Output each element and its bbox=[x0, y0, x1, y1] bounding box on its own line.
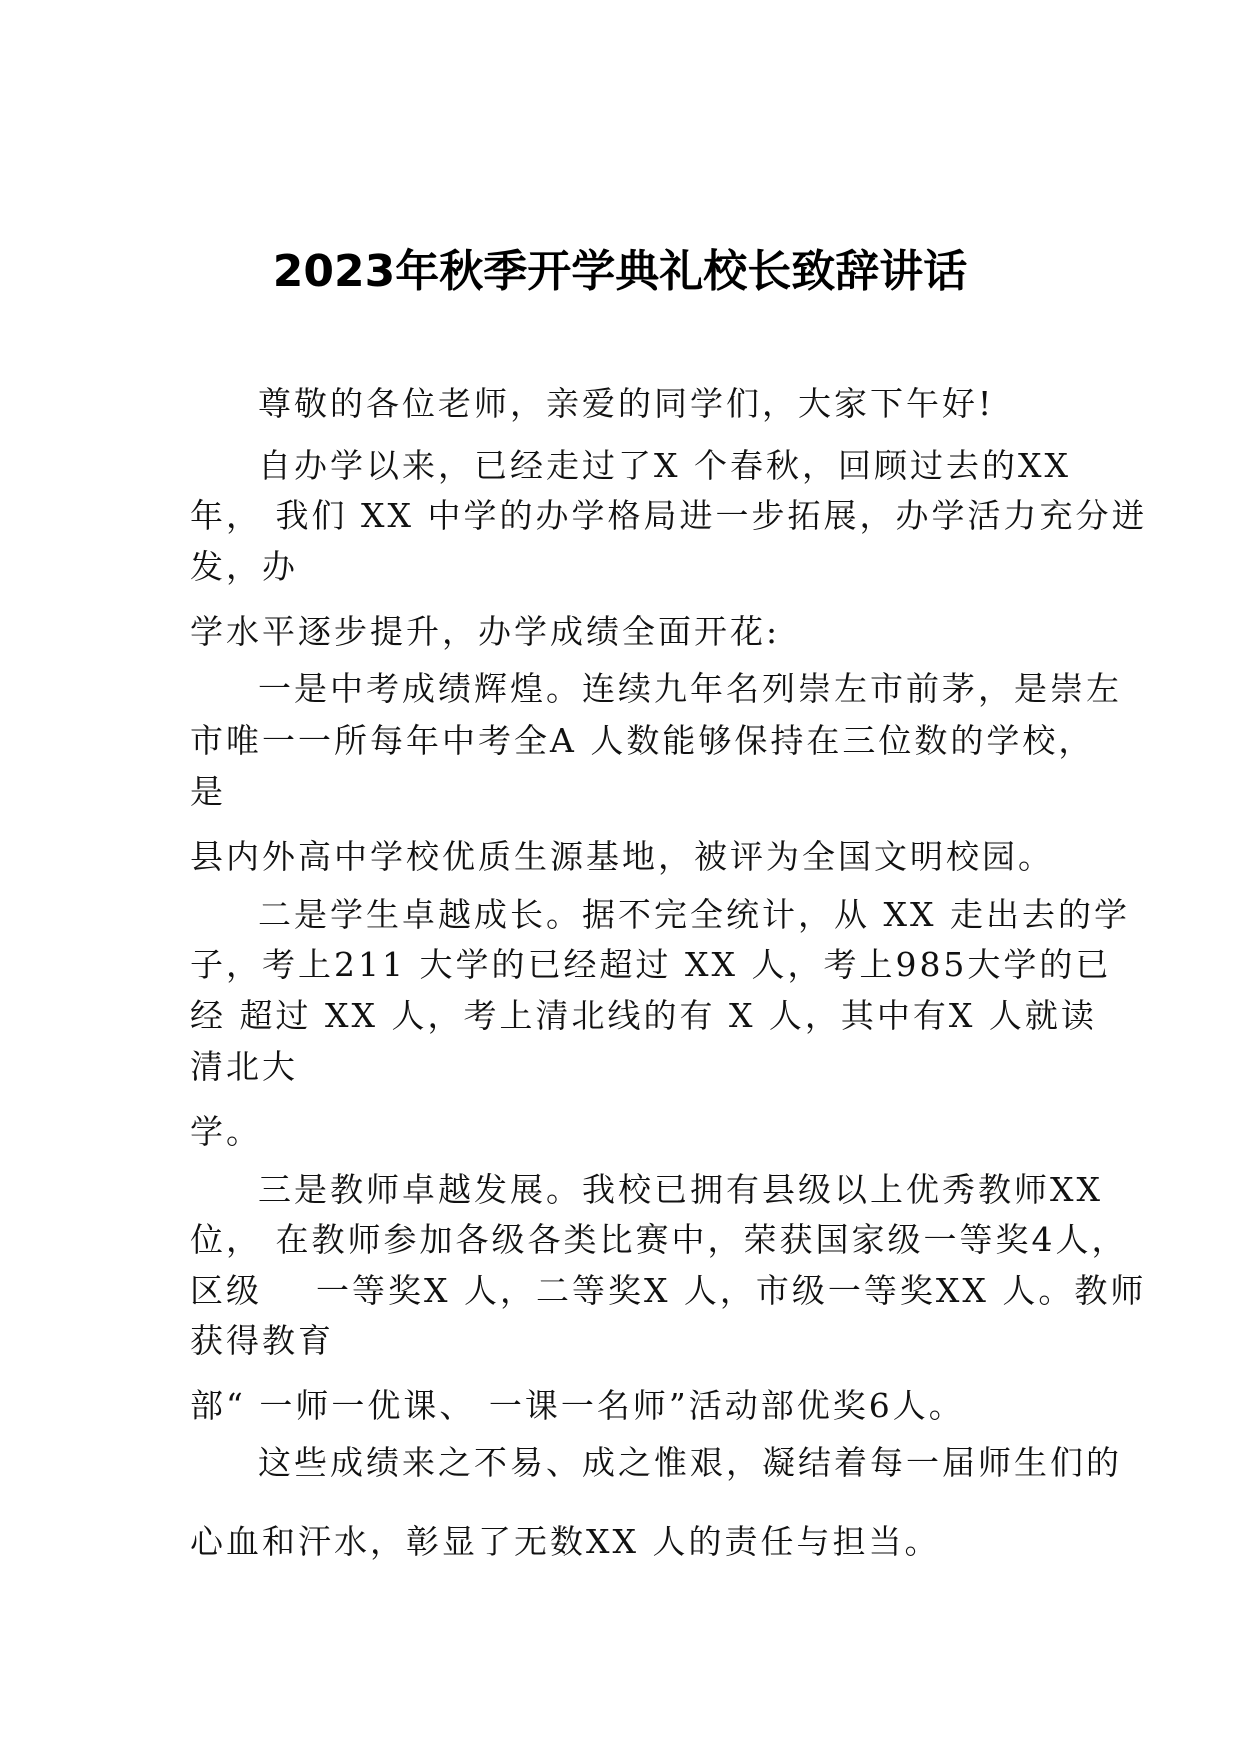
document-title: 2023年秋季开学典礼校长致辞讲话 bbox=[272, 246, 968, 297]
paragraph-line: 这些成绩来之不易、成之惟艰，凝结着每一届师生们的 bbox=[258, 1443, 1122, 1482]
paragraph-line: 发，办 bbox=[190, 547, 298, 586]
paragraph-line: 经 超过 XX 人，考上清北线的有 X 人，其中有X 人就读 bbox=[190, 996, 1097, 1035]
paragraph-line: 心血和汗水，彰显了无数XX 人的责任与担当。 bbox=[190, 1522, 941, 1561]
paragraph-line: 位， 在教师参加各级各类比赛中，荣获国家级一等奖4人， bbox=[190, 1220, 1128, 1259]
paragraph-line: 一是中考成绩辉煌。连续九年名列崇左市前茅，是崇左 bbox=[258, 669, 1122, 708]
paragraph-line: 部“ 一师一优课、 一课一名师”活动部优奖6人。 bbox=[190, 1386, 965, 1425]
paragraph-line: 获得教育 bbox=[190, 1321, 334, 1360]
paragraph-line: 清北大 bbox=[190, 1047, 298, 1086]
paragraph-line: 市唯一一所每年中考全A 人数能够保持在三位数的学校， bbox=[190, 721, 1095, 760]
paragraph-line: 学。 bbox=[190, 1112, 262, 1151]
paragraph-line: 自办学以来，已经走过了X 个春秋，回顾过去的XX bbox=[258, 446, 1071, 485]
paragraph-line: 子，考上211 大学的已经超过 XX 人，考上985大学的已 bbox=[190, 945, 1112, 984]
paragraph-line: 县内外高中学校优质生源基地，被评为全国文明校园。 bbox=[190, 837, 1054, 876]
paragraph-line: 二是学生卓越成长。据不完全统计，从 XX 走出去的学 bbox=[258, 895, 1130, 934]
paragraph-line: 学水平逐步提升，办学成绩全面开花: bbox=[190, 612, 781, 651]
paragraph-line: 是 bbox=[190, 772, 226, 811]
paragraph-greeting: 尊敬的各位老师，亲爱的同学们，大家下午好! bbox=[258, 384, 995, 423]
paragraph-line: 三是教师卓越发展。我校已拥有县级以上优秀教师XX bbox=[258, 1170, 1103, 1209]
paragraph-line: 年， 我们 XX 中学的办学格局进一步拓展，办学活力充分迸 bbox=[190, 496, 1148, 535]
paragraph-line: 区级 一等奖X 人，二等奖X 人，市级一等奖XX 人。教师 bbox=[190, 1271, 1147, 1310]
